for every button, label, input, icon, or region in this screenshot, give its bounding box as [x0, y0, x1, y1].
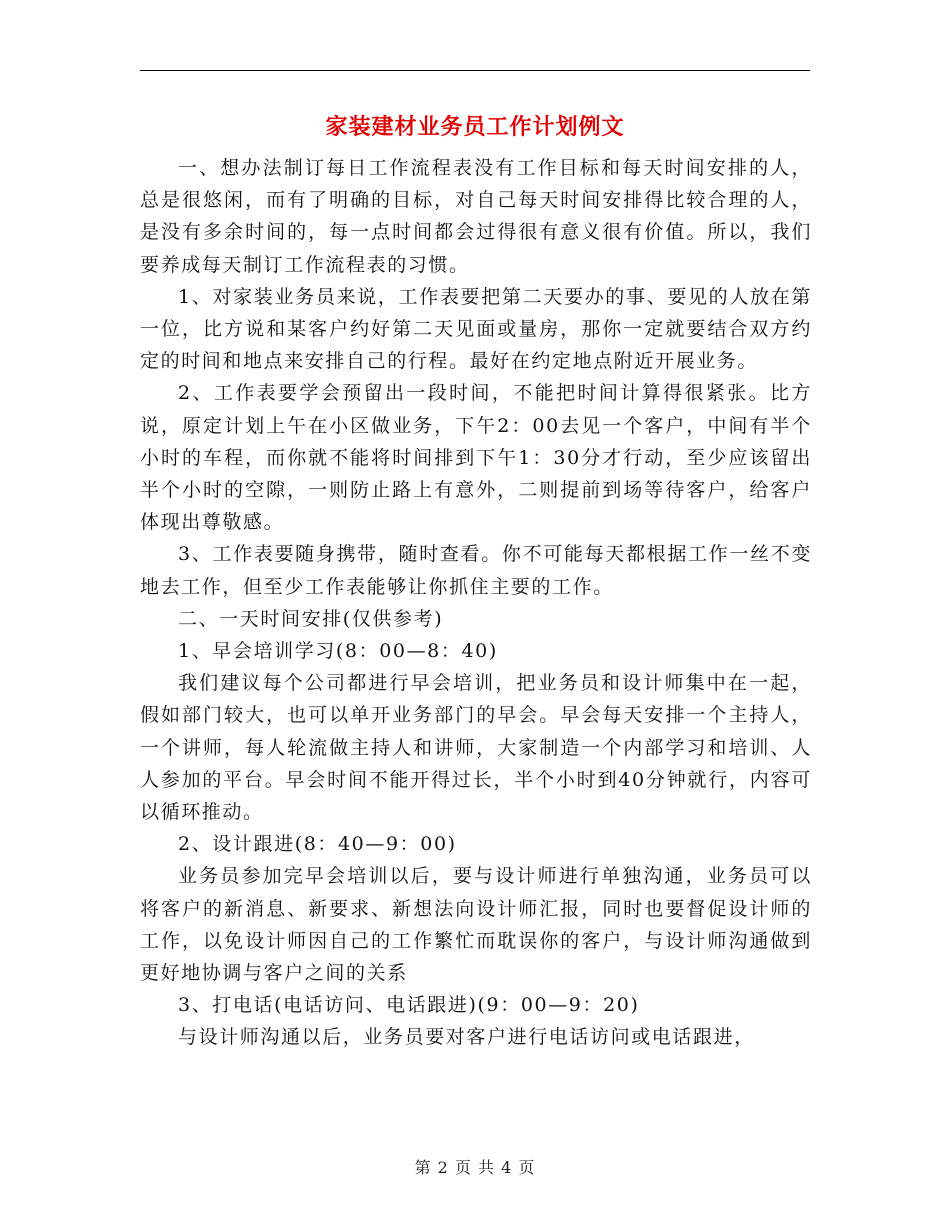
page-number-footer: 第 2 页 共 4 页 [414, 1158, 536, 1177]
section-heading: 二、一天时间安排(仅供参考) [178, 607, 444, 630]
paragraph: 1、对家装业务员来说，工作表要把第二天要办的事、要见的人放在第一位，比方说和某客户约好第二天见面或量房，那你一定就要结合双方约定的时间和地点来安排自己的行程。最好在约定地点附近开展业务。 [140, 285, 812, 373]
document-title: 家装建材业务员工作计划例文 [325, 115, 625, 140]
header-rule [140, 70, 810, 71]
subsection-heading: 2、设计跟进(8：40—9：00) [178, 833, 457, 856]
paragraph: 与设计师沟通以后，业务员要对客户进行电话访问或电话跟进， [178, 1026, 755, 1049]
paragraph: 一、想办法制订每日工作流程表没有工作目标和每天时间安排的人，总是很悠闲，而有了明确的目标，对自己每天时间安排得比较合理的人，是没有多余时间的，每一点时间都会过得很有意义很有价值。所以，我们要养成每天制订工作流程表的习惯。 [140, 157, 812, 276]
paragraph: 我们建议每个公司都进行早会培训，把业务员和设计师集中在一起，假如部门较大，也可以单开业务部门的早会。早会每天安排一个主持人，一个讲师，每人轮流做主持人和讲师，大家制造一个内部学习和培训、人人参加的平台。早会时间不能开得过长，半个小时到40分钟就行，内容可以循环推动。 [140, 672, 812, 824]
paragraph: 业务员参加完早会培训以后，要与设计师进行单独沟通，业务员可以将客户的新消息、新要求、新想法向设计师汇报，同时也要督促设计师的工作，以免设计师因自己的工作繁忙而耽误你的客户，与设计师沟通做到更好地协调与客户之间的关系 [140, 865, 812, 985]
subsection-heading: 1、早会培训学习(8：00—8：40) [178, 640, 498, 663]
paragraph: 3、工作表要随身携带，随时查看。你不可能每天都根据工作一丝不变地去工作，但至少工作表能够让你抓住主要的工作。 [140, 543, 812, 598]
paragraph: 2、工作表要学会预留出一段时间，不能把时间计算得很紧张。比方说，原定计划上午在小区做业务，下午2：00去见一个客户，中间有半个小时的车程，而你就不能将时间排到下午1：30分才行动，至少应该留出半个小时的空隙，一则防止路上有意外，二则提前到场等待客户，给客户体现出尊敬感。 [140, 382, 812, 534]
subsection-heading: 3、打电话(电话访问、电话跟进)(9：00—9：20) [178, 994, 640, 1017]
document-body [140, 152, 812, 1054]
